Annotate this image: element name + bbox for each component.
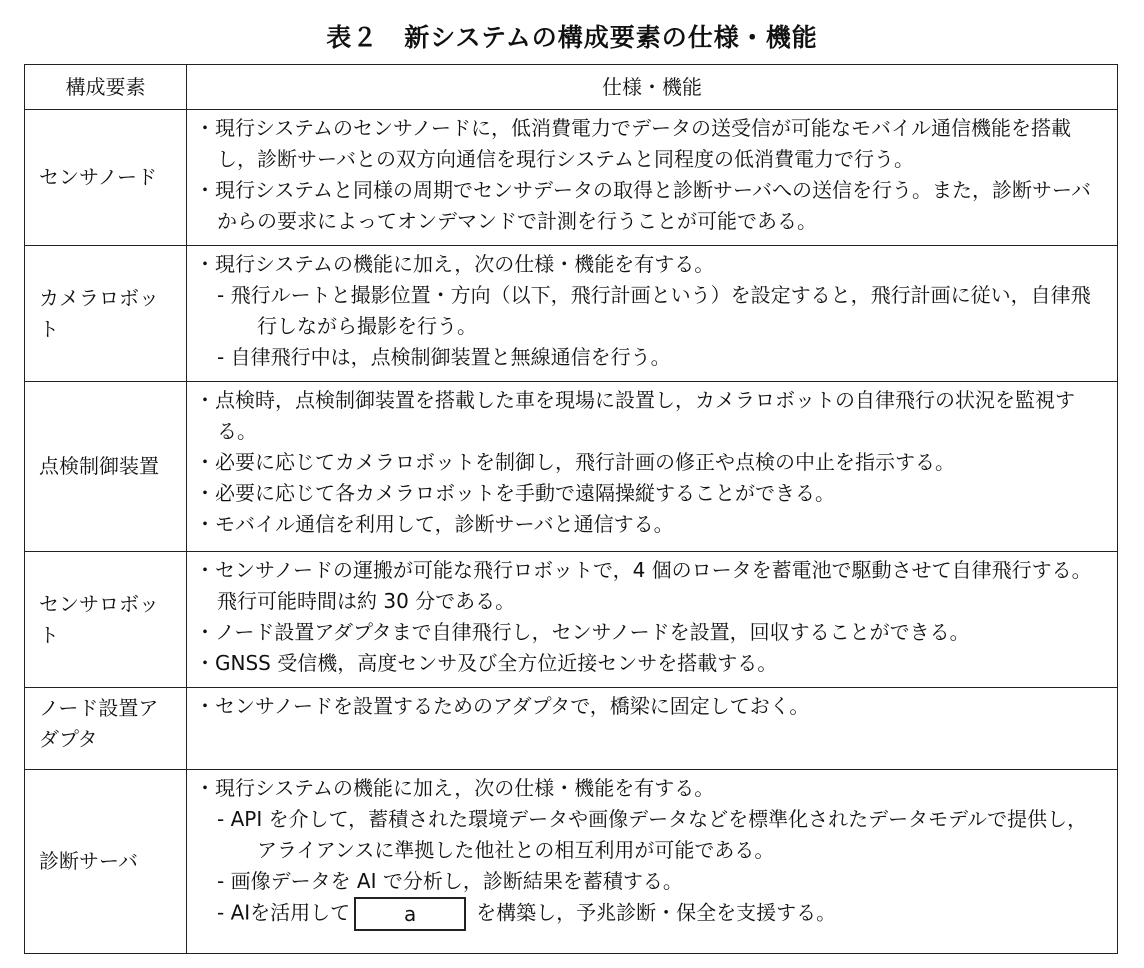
- spec-subline: [195, 897, 1107, 931]
- table-title: 表２ 新システムの構成要素の仕様・機能: [326, 23, 818, 52]
- spec-subline: - API を介して，蓄積された環境データや画像データなどを標準化されたデータモデルで提供し，アライアンスに準拠した他社との相互利用が可能である。: [217, 807, 1088, 862]
- spec-line: ・現行システムと同様の周期でセンサデータの取得と診断サーバへの送信を行う。また，診断サーバからの要求によってオンデマンドで計測を行うことが可能である。: [195, 178, 1091, 233]
- spec-subline: - 飛行ルートと撮影位置・方向（以下，飛行計画という）を設定すると，飛行計画に従い，自律飛行しながら撮影を行う。: [217, 283, 1091, 338]
- answer-blank-a: a: [354, 897, 466, 931]
- spec-line: ・現行システムの機能に加え，次の仕様・機能を有する。: [195, 252, 715, 276]
- spec-table: [24, 64, 1118, 954]
- spec-subline: - 自律飛行中は，点検制御装置と無線通信を行う。: [217, 345, 671, 369]
- header-spec: 仕様・機能: [187, 65, 1118, 110]
- spec-line: ・センサノードを設置するためのアダプタで，橋梁に固定しておく。: [195, 694, 810, 718]
- component-cell: カメラロボット: [25, 246, 187, 382]
- header-component: 構成要素: [25, 65, 187, 110]
- spec-cell: [187, 552, 1118, 688]
- component-cell: センサロボット: [25, 552, 187, 688]
- spec-line: ・GNSS 受信機，高度センサ及び全方位近接センサを搭載する。: [195, 651, 778, 675]
- spec-cell: [187, 246, 1118, 382]
- spec-cell: [187, 382, 1118, 552]
- spec-line: ・モバイル通信を利用して，診断サーバと通信する。: [195, 512, 674, 536]
- spec-subline-post: を構築し，予兆診断・保全を支援する。: [476, 900, 837, 925]
- spec-line: ・必要に応じて各カメラロボットを手動で遠隔操縦することができる。: [195, 481, 835, 505]
- spec-line: ・センサノードの運搬が可能な飛行ロボットで，4 個のロータを蓄電池で駆動させて自律飛行する。飛行可能時間は約 30 分である。: [195, 558, 1092, 613]
- spec-subline-pre: - AIを活用して: [217, 900, 351, 925]
- table-header-row: [25, 65, 1118, 110]
- spec-cell: [187, 688, 1118, 770]
- table-row: [25, 382, 1118, 552]
- spec-cell: [187, 110, 1118, 246]
- table-row: [25, 246, 1118, 382]
- spec-line: ・現行システムの機能に加え，次の仕様・機能を有する。: [195, 776, 715, 800]
- component-cell: 診断サーバ: [25, 770, 187, 954]
- spec-line: ・ノード設置アダプタまで自律飛行し，センサノードを設置，回収することができる。: [195, 620, 970, 644]
- table-row: [25, 688, 1118, 770]
- component-cell: ノード設置アダプタ: [25, 688, 187, 770]
- spec-subline: - 画像データを AI で分析し，診断結果を蓄積する。: [217, 869, 683, 893]
- spec-line: ・必要に応じてカメラロボットを制御し，飛行計画の修正や点検の中止を指示する。: [195, 450, 955, 474]
- table-row: [25, 110, 1118, 246]
- spec-line: ・現行システムのセンサノードに，低消費電力でデータの送受信が可能なモバイル通信機能を搭載し，診断サーバとの双方向通信を現行システムと同程度の低消費電力で行う。: [195, 116, 1071, 171]
- table-row: [25, 770, 1118, 954]
- component-cell: センサノード: [25, 110, 187, 246]
- spec-line: ・点検時，点検制御装置を搭載した車を現場に設置し，カメラロボットの自律飛行の状況を監視する。: [195, 388, 1075, 443]
- spec-cell: [187, 770, 1118, 954]
- table-row: [25, 552, 1118, 688]
- component-cell: 点検制御装置: [25, 382, 187, 552]
